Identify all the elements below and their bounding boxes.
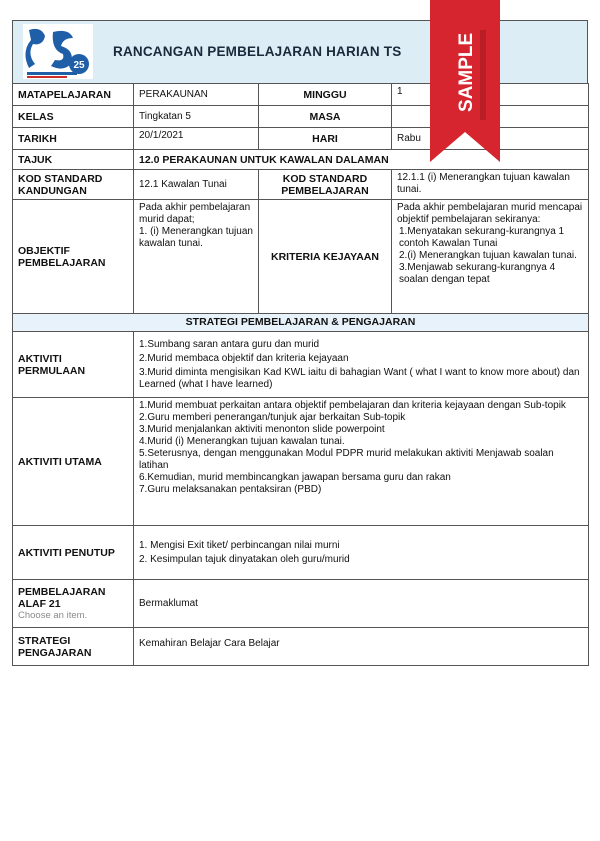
list-item: 1. Mengisi Exit tiket/ perbincangan nilai murni	[139, 539, 340, 551]
value-minggu: 1	[392, 84, 589, 106]
ribbon-text: SAMPLE	[456, 32, 477, 112]
label-aktiviti-utama: AKTIVITI UTAMA	[13, 398, 134, 526]
list-item: 4.Murid (i) Menerangkan tujuan kawalan tunai.	[139, 436, 345, 447]
logo-number: 25	[73, 60, 85, 71]
value-strategi-pengajaran: Kemahiran Belajar Cara Belajar	[134, 628, 589, 666]
kriteria-line: 3.Menjawab sekurang-kurangnya 4 soalan dengan tepat	[399, 262, 556, 285]
label-objektif: OBJEKTIF PEMBELAJARAN	[13, 200, 134, 314]
objektif-line: Pada akhir pembelajaran murid dapat;	[139, 202, 251, 225]
list-item: 1.Murid membuat perkaitan antara objektif pembelajaran dan kriteria kejayaan dengan Sub-topik	[139, 400, 566, 411]
value-kelas: Tingkatan 5	[134, 106, 259, 128]
kriteria-line: 2.(i) Menerangkan tujuan kawalan tunai.	[399, 250, 577, 261]
list-item: 2. Kesimpulan tajuk dinyatakan oleh guru/murid	[139, 553, 350, 565]
list-item: 6.Kemudian, murid membincangkan jawapan bersama guru dan rakan	[139, 472, 451, 483]
label-tajuk: TAJUK	[13, 150, 134, 170]
value-alaf21: Bermaklumat	[134, 580, 589, 628]
label-alaf21	[13, 580, 134, 628]
label-hari: HARI	[259, 128, 392, 150]
label-kelas: KELAS	[13, 106, 134, 128]
value-matapelajaran: PERAKAUNAN	[134, 84, 259, 106]
lesson-plan-table	[12, 83, 589, 666]
list-item: 2.Guru memberi penerangan/tunjuk ajar berkaitan Sub-topik	[139, 412, 406, 423]
list-item: 3.Murid diminta mengisikan Kad KWL iaitu di bahagian Want ( what I want to know more about) dan Learned (what I have learned)	[139, 366, 580, 390]
value-hari: Rabu	[392, 128, 589, 150]
label-kod-pembelajaran: KOD STANDARD PEMBELAJARAN	[259, 170, 392, 200]
label-strategi-pengajaran: STRATEGI PENGAJARAN	[13, 628, 134, 666]
label-tarikh: TARIKH	[13, 128, 134, 150]
value-aktiviti-utama	[134, 398, 589, 526]
objektif-line: 1. (i) Menerangkan tujuan kawalan tunai.	[139, 226, 253, 249]
label-aktiviti-penutup: AKTIVITI PENUTUP	[13, 526, 134, 580]
value-objektif	[134, 200, 259, 314]
list-item: 5.Seterusnya, dengan menggunakan Modul PDPR murid melakukan aktiviti Menjawab soalan latihan	[139, 448, 554, 471]
label-kriteria: KRITERIA KEJAYAAN	[259, 200, 392, 314]
choose-item-dropdown[interactable]: Choose an item.	[18, 609, 88, 621]
lesson-plan-sheet	[12, 20, 588, 666]
list-item: 3.Murid menjalankan aktiviti menonton slide powerpoint	[139, 424, 385, 435]
value-tarikh: 20/1/2021	[134, 128, 259, 150]
value-kod-kandungan: 12.1 Kawalan Tunai	[134, 170, 259, 200]
value-kriteria	[392, 200, 589, 314]
kriteria-line: Pada akhir pembelajaran murid mencapai objektif pembelajaran sekiranya:	[397, 202, 583, 225]
label-aktiviti-permulaan: AKTIVITI PERMULAAN	[13, 332, 134, 398]
list-item: 1.Sumbang saran antara guru dan murid	[139, 338, 320, 350]
school-logo-icon	[23, 24, 93, 79]
document-header	[12, 20, 588, 83]
label-minggu: MINGGU	[259, 84, 392, 106]
label-masa: MASA	[259, 106, 392, 128]
page-title: RANCANGAN PEMBELAJARAN HARIAN TS	[113, 44, 402, 59]
list-item: 2.Murid membaca objektif dan kriteria kejayaan	[139, 352, 349, 364]
value-aktiviti-permulaan	[134, 332, 589, 398]
list-item: 7.Guru melaksanakan pentaksiran (PBD)	[139, 484, 322, 495]
label-matapelajaran: MATAPELAJARAN	[13, 84, 134, 106]
sample-ribbon-icon	[430, 0, 500, 162]
value-tajuk: 12.0 PERAKAUNAN UNTUK KAWALAN DALAMAN	[134, 150, 589, 170]
value-aktiviti-penutup	[134, 526, 589, 580]
strategi-header: STRATEGI PEMBELAJARAN & PENGAJARAN	[13, 314, 589, 332]
label-kod-kandungan: KOD STANDARD KANDUNGAN	[13, 170, 134, 200]
value-kod-pembelajaran: 12.1.1 (i) Menerangkan tujuan kawalan tunai.	[392, 170, 589, 200]
alaf21-label-text: PEMBELAJARAN ALAF 21	[18, 585, 106, 610]
kriteria-line: 1.Menyatakan sekurang-kurangnya 1 contoh Kawalan Tunai	[399, 226, 565, 249]
